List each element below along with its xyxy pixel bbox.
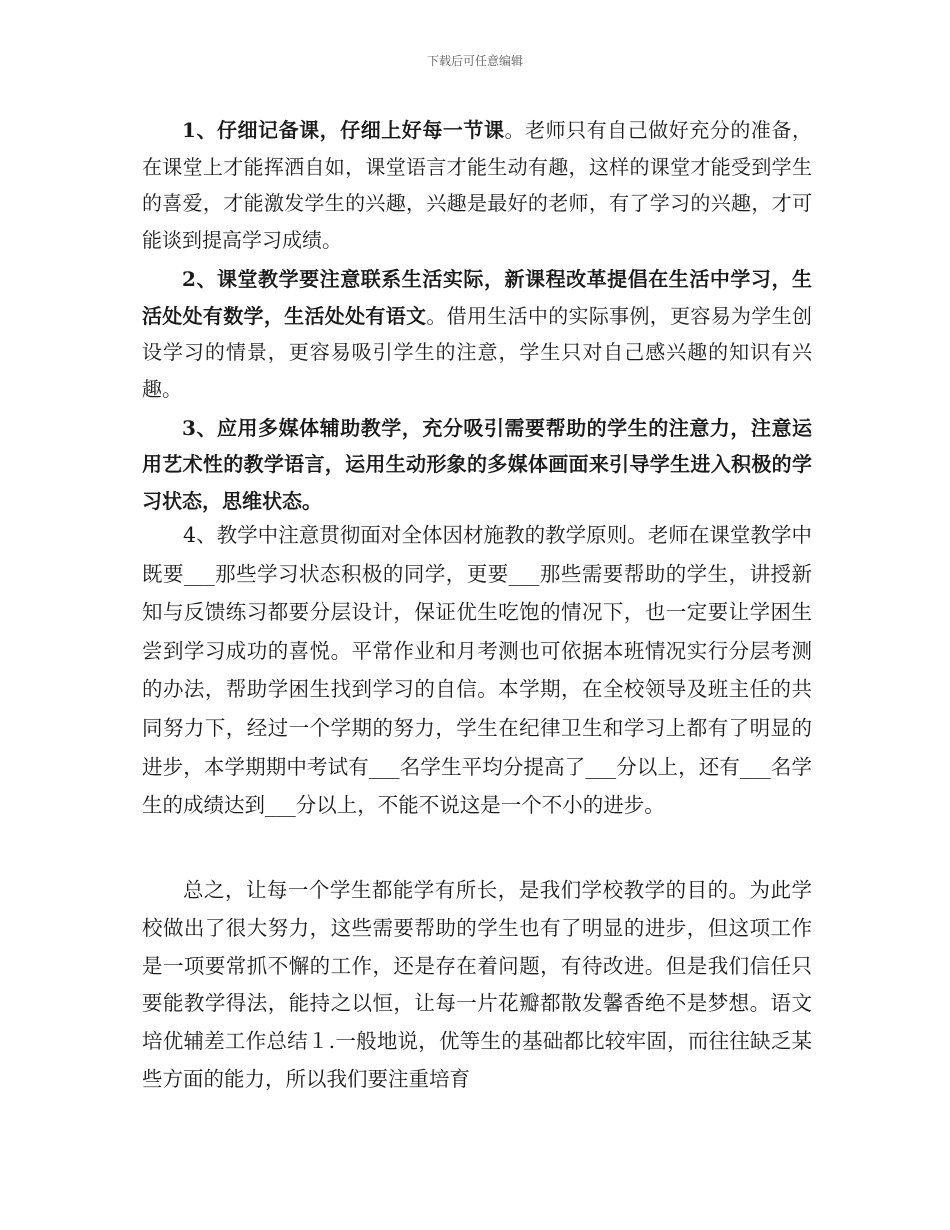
paragraph-5-block xyxy=(142,872,812,1099)
paragraph-2 xyxy=(142,261,812,408)
bold-section xyxy=(142,112,812,520)
paragraph-1-body: 。老师只有自己做好充分的准备，在课堂上才能挥洒自如，课堂语言才能生动有趣，这样的课堂才能受到学生的喜爱，才能激发学生的兴趣，兴趣是最好的老师，有了学习的兴趣，才可能谈到提高学习成绩。 xyxy=(142,118,813,253)
paragraph-3-heading: 3、应用多媒体辅助教学，充分吸引需要帮助的学生的注意力，注意运用艺术性的教学语言，运用生动形象的多媒体画面来引导学生进入积极的学习状态，思维状态。 xyxy=(142,415,812,514)
paragraph-2-body: 。借用生活中的实际事例，更容易为学生创设学习的情景，更容易吸引学生的注意，学生只对自己感兴趣的知识有兴趣。 xyxy=(142,303,812,401)
paragraph-5: 总之，让每一个学生都能学有所长，是我们学校教学的目的。为此学校做出了很大努力，这些需要帮助的学生也有了明显的进步，但这项工作是一项要常抓不懈的工作，还是存在着问题，有待改进。但是我们信任只要能教学得法，能持之以恒，让每一片花瓣都散发馨香绝不是梦想。语文培优辅差工作总结１.一般地说，优等生的基础都比较牢固，而往往缺乏某些方面的能力，所以我们要注重培育 xyxy=(142,878,812,1091)
paragraph-4: 4、教学中注意贯彻面对全体因材施教的教学原则。老师在课堂教学中既要___那些学习状态积极的同学，更要___那些需要帮助的学生，讲授新知与反馈练习都要分层设计，保证优生吃饱的情况下，也一定要让学困生尝到学习成功的喜悦。平常作业和月考测也可依据本班情况实行分层考测的办法，帮助学困生找到学习的自信。本学期，在全校领导及班主任的共同努力下，经过一个学期的努力，学生在纪律卫生和学习上都有了明显的进步，本学期期中考试有___名学生平均分提高了___分以上，还有___名学生的成绩达到___分以上，不能不说这是一个不小的进步。 xyxy=(142,523,812,818)
page-header: 下载后可任意编辑 xyxy=(426,54,523,68)
paragraph-1 xyxy=(142,112,812,259)
paragraph-1-heading: 1、仔细记备课，仔细上好每一节课 xyxy=(182,118,505,142)
paragraph-4-block xyxy=(142,516,812,825)
paragraph-3 xyxy=(142,410,812,520)
paragraph-2-heading: 2、课堂教学要注意联系生活实际，新课程改革提倡在生活中学习，生活处处有数学，生活处处有语文 xyxy=(142,266,812,328)
